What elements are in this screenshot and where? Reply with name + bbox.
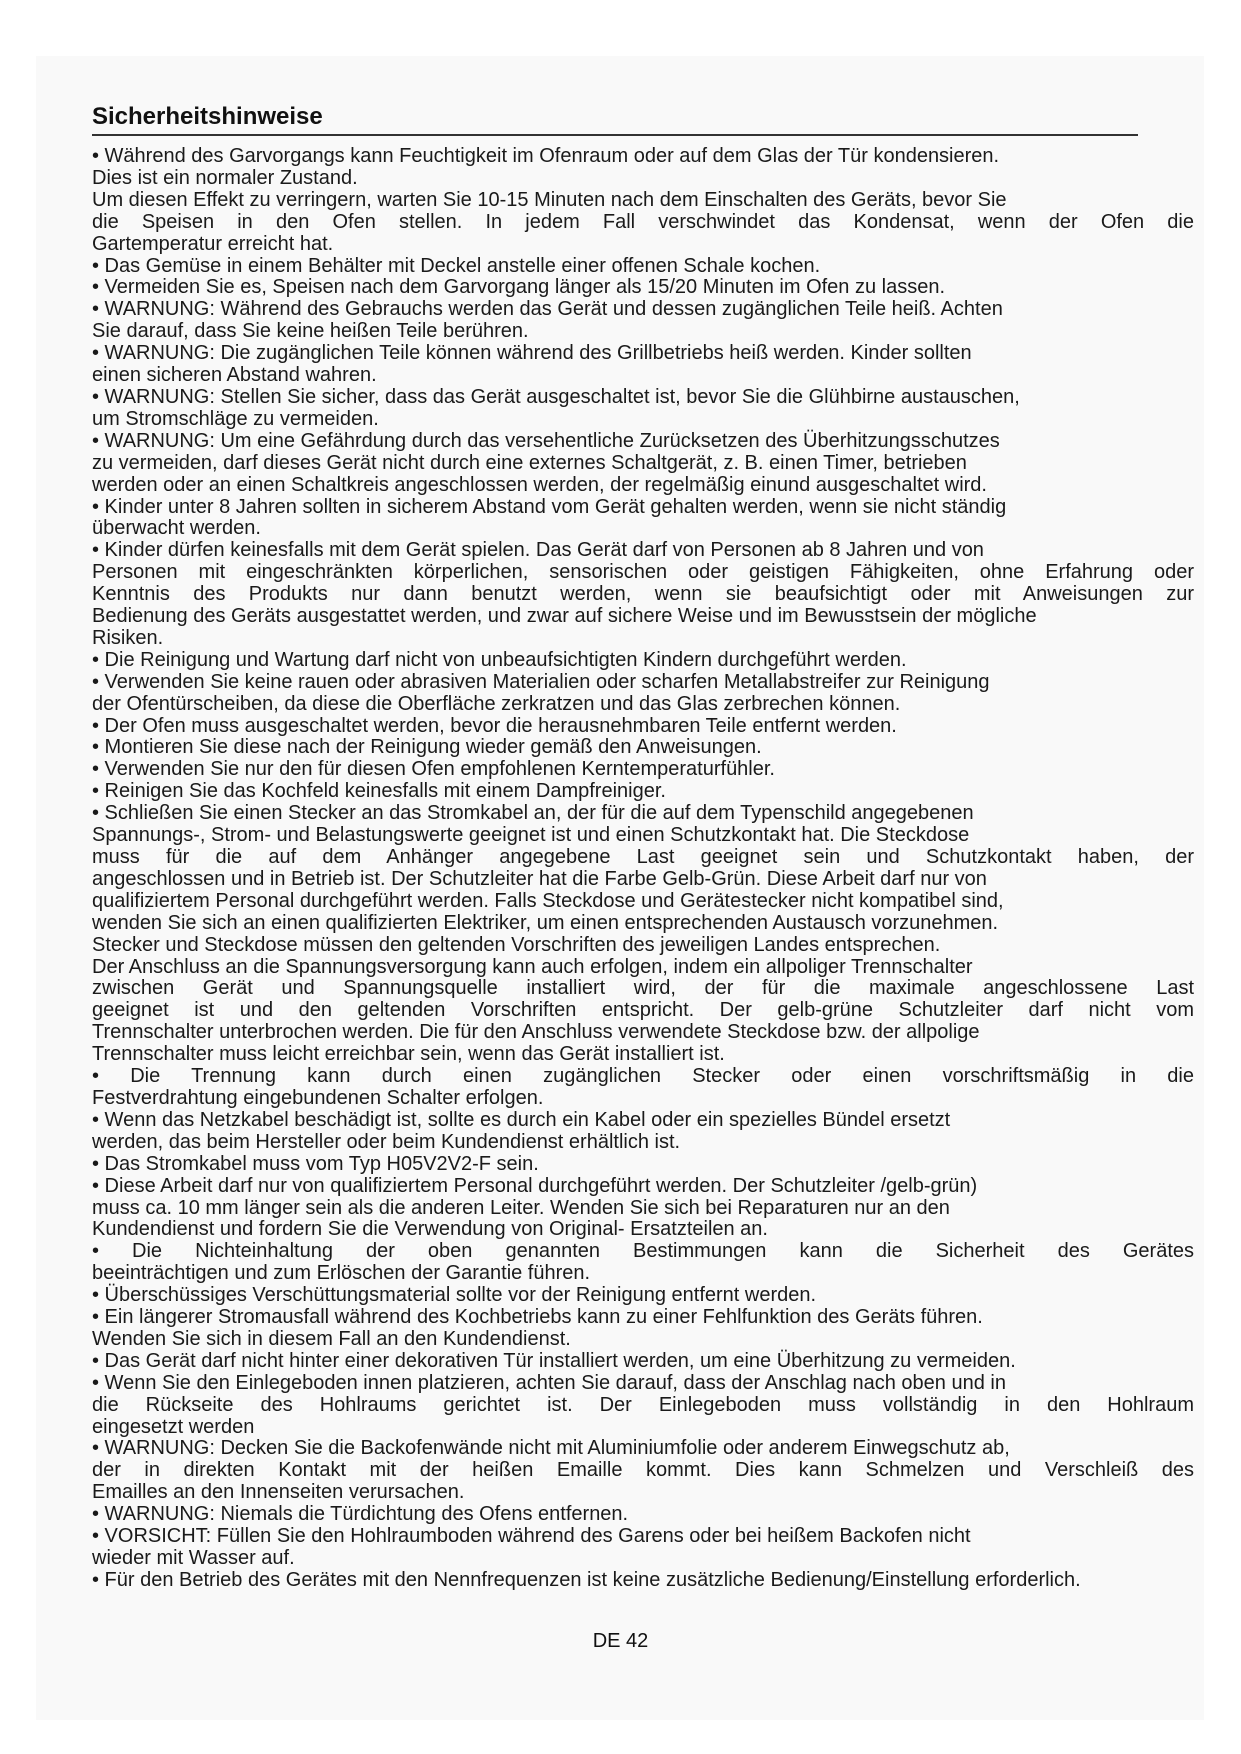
document-content: [92, 102, 1202, 1592]
text-line: • Vermeiden Sie es, Speisen nach dem Garvorgang länger als 15/20 Minuten im Ofen zu lassen.: [92, 276, 946, 299]
text-line: Kenntnis des Produkts nur dann benutzt werden, wenn sie beaufsichtigt oder mit Anweisungen zur: [92, 583, 1194, 606]
text-line: • Die Nichteinhaltung der oben genannten Bestimmungen kann die Sicherheit des Gerätes: [92, 1240, 1194, 1263]
text-line: Sie darauf, dass Sie keine heißen Teile berühren.: [92, 320, 529, 343]
text-line: • Diese Arbeit darf nur von qualifiziertem Personal durchgeführt werden. Der Schutzleiter /gelb-grün): [92, 1174, 978, 1197]
text-line: Trennschalter muss leicht erreichbar sein, wenn das Gerät installiert ist.: [92, 1043, 725, 1066]
text-line: • WARNUNG: Stellen Sie sicher, dass das Gerät ausgeschaltet ist, bevor Sie die Glühbirne austauschen,: [92, 385, 1020, 408]
text-line: überwacht werden.: [92, 517, 261, 540]
text-line: muss für die auf dem Anhänger angegebene Last geeignet sein und Schutzkontakt haben, der: [92, 846, 1194, 868]
text-line: angeschlossen und in Betrieb ist. Der Schutzleiter hat die Farbe Gelb-Grün. Diese Arbeit darf nur von: [92, 867, 987, 890]
text-line: • Die Trennung kann durch einen zugänglichen Stecker oder einen vorschriftsmäßig in die: [92, 1065, 1194, 1088]
text-line: Emailles an den Innenseiten verursachen.: [92, 1481, 465, 1504]
text-line: Risiken.: [92, 626, 164, 649]
text-line: • WARNUNG: Die zugänglichen Teile können während des Grillbetriebs heiß werden. Kinder sollten: [92, 342, 972, 365]
text-line: Um diesen Effekt zu verringern, warten Sie 10-15 Minuten nach dem Einschalten des Geräts, bevor Sie: [92, 188, 1007, 211]
text-line: • Kinder dürfen keinesfalls mit dem Gerät spielen. Das Gerät darf von Personen ab 8 Jahren und von: [92, 539, 984, 562]
text-line: • WARNUNG: Decken Sie die Backofenwände nicht mit Aluminiumfolie oder anderem Einwegschutz ab,: [92, 1437, 1010, 1460]
text-line: einen sicheren Abstand wahren.: [92, 364, 377, 387]
text-line: • Wenn Sie den Einlegeboden innen platzieren, achten Sie darauf, dass der Anschlag nach oben und in: [92, 1371, 1006, 1394]
text-line: die Speisen in den Ofen stellen. In jedem Fall verschwindet das Kondensat, wenn der Ofen die: [92, 210, 1194, 233]
text-line: • WARNUNG: Um eine Gefährdung durch das versehentliche Zurücksetzen des Überhitzungsschutzes: [92, 429, 1000, 452]
text-line: • Das Gerät darf nicht hinter einer dekorativen Tür installiert werden, um eine Überhitzung zu vermeiden.: [92, 1349, 1016, 1372]
text-line: wenden Sie sich an einen qualifizierten Elektriker, um einen entsprechenden Austausch vorzunehmen.: [92, 911, 999, 934]
text-line: • Das Stromkabel muss vom Typ H05V2V2-F sein.: [92, 1152, 539, 1175]
text-line: muss ca. 10 mm länger sein als die anderen Leiter. Wenden Sie sich bei Reparaturen nur an den: [92, 1196, 950, 1219]
text-line: um Stromschläge zu vermeiden.: [92, 407, 379, 430]
text-line: • Überschüssiges Verschüttungsmaterial sollte vor der Reinigung entfernt werden.: [92, 1284, 817, 1307]
text-line: der in direkten Kontakt mit der heißen Emaille kommt. Dies kann Schmelzen und Verschleiß des: [92, 1459, 1194, 1482]
text-line: Stecker und Steckdose müssen den geltenden Vorschriften des jeweiligen Landes entsprechen.: [92, 933, 941, 956]
text-line: • WARNUNG: Niemals die Türdichtung des Ofens entfernen.: [92, 1503, 629, 1526]
text-line: zu vermeiden, darf dieses Gerät nicht durch eine externes Schaltgerät, z. B. einen Timer, betrieben: [92, 451, 967, 474]
text-line: • Schließen Sie einen Stecker an das Stromkabel an, der für die auf dem Typenschild angegebenen: [92, 802, 974, 825]
text-line: werden oder an einen Schaltkreis angeschlossen werden, der regelmäßig einund ausgeschaltet wird.: [92, 473, 987, 496]
text-line: • Der Ofen muss ausgeschaltet werden, bevor die herausnehmbaren Teile entfernt werden.: [92, 714, 897, 737]
text-line: Trennschalter unterbrochen werden. Die für den Anschluss verwendete Steckdose bzw. der allpolige: [92, 1021, 980, 1044]
text-line: • Wenn das Netzkabel beschädigt ist, sollte es durch ein Kabel oder ein spezielles Bündel ersetzt: [92, 1108, 951, 1131]
text-line: • Ein längerer Stromausfall während des Kochbetriebs kann zu einer Fehlfunktion des Geräts führen.: [92, 1306, 983, 1329]
text-line: • Die Reinigung und Wartung darf nicht von unbeaufsichtigten Kindern durchgeführt werden.: [92, 648, 907, 671]
text-line: • VORSICHT: Füllen Sie den Hohlraumboden während des Garens oder bei heißem Backofen nicht: [92, 1525, 971, 1548]
text-line: • Verwenden Sie keine rauen oder abrasiven Materialien oder scharfen Metallabstreifer zur Reinigung: [92, 670, 990, 693]
text-line: • WARNUNG: Während des Gebrauchs werden das Gerät und dessen zugänglichen Teile heiß. Achten: [92, 298, 1003, 321]
text-line: • Kinder unter 8 Jahren sollten in sicherem Abstand vom Gerät gehalten werden, wenn sie nicht ständig: [92, 495, 1007, 518]
text-line: • Montieren Sie diese nach der Reinigung wieder gemäß den Anweisungen.: [92, 736, 762, 759]
text-line: Der Anschluss an die Spannungsversorgung kann auch erfolgen, indem ein allpoliger Trennschalter: [92, 955, 973, 978]
page-number: DE 42: [592, 1630, 649, 1652]
text-line: der Ofentürscheiben, da diese die Oberfläche zerkratzen und das Glas zerbrechen können.: [92, 692, 901, 715]
text-line: • Während des Garvorgangs kann Feuchtigkeit im Ofenraum oder auf dem Glas der Tür kondensieren.: [92, 145, 1000, 167]
text-line: Dies ist ein normaler Zustand.: [92, 166, 358, 189]
text-line: wieder mit Wasser auf.: [92, 1547, 295, 1569]
safety-text-block: [92, 146, 1202, 1592]
text-line: • Reinigen Sie das Kochfeld keinesfalls mit einem Dampfreiniger.: [92, 780, 666, 803]
text-line: die Rückseite des Hohlraums gerichtet ist. Der Einlegeboden muss vollständig in den Hohlraum: [92, 1393, 1194, 1416]
text-line: werden, das beim Hersteller oder beim Kundendienst erhältlich ist.: [92, 1130, 681, 1153]
text-line: geeignet ist und den geltenden Vorschriften entspricht. Der gelb-grüne Schutzleiter darf nicht vom: [92, 999, 1194, 1022]
text-line: qualifiziertem Personal durchgeführt werden. Falls Steckdose und Gerätestecker nicht kompatibel sind,: [92, 889, 1004, 912]
text-line: Festverdrahtung eingebundenen Schalter erfolgen.: [92, 1086, 544, 1109]
text-line: Gartemperatur erreicht hat.: [92, 232, 334, 255]
title-underline: [92, 134, 1138, 136]
text-line: Kundendienst und fordern Sie die Verwendung von Original- Ersatzteilen an.: [92, 1218, 768, 1241]
text-line: Personen mit eingeschränkten körperlichen, sensorischen oder geistigen Fähigkeiten, ohne Erfahrung oder: [92, 561, 1194, 584]
text-line: • Verwenden Sie nur den für diesen Ofen empfohlenen Kerntemperaturfühler.: [92, 758, 775, 781]
section-title: Sicherheitshinweise: [92, 103, 323, 130]
text-line: Bedienung des Geräts ausgestattet werden, und zwar auf sichere Weise und im Bewusstsein der mögliche: [92, 605, 1037, 628]
text-line: Spannungs-, Strom- und Belastungswerte geeignet ist und einen Schutzkontakt hat. Die Steckdose: [92, 824, 970, 847]
text-line: zwischen Gerät und Spannungsquelle installiert wird, der für die maximale angeschlossene Last: [92, 977, 1194, 1000]
text-line: • Für den Betrieb des Gerätes mit den Nennfrequenzen ist keine zusätzliche Bedienung/Einstellung erforderlich.: [92, 1568, 1081, 1591]
text-line: beeinträchtigen und zum Erlöschen der Garantie führen.: [92, 1262, 591, 1285]
text-line: Wenden Sie sich in diesem Fall an den Kundendienst.: [92, 1327, 571, 1350]
text-line: • Das Gemüse in einem Behälter mit Deckel anstelle einer offenen Schale kochen.: [92, 254, 821, 277]
text-line: eingesetzt werden: [92, 1415, 255, 1438]
